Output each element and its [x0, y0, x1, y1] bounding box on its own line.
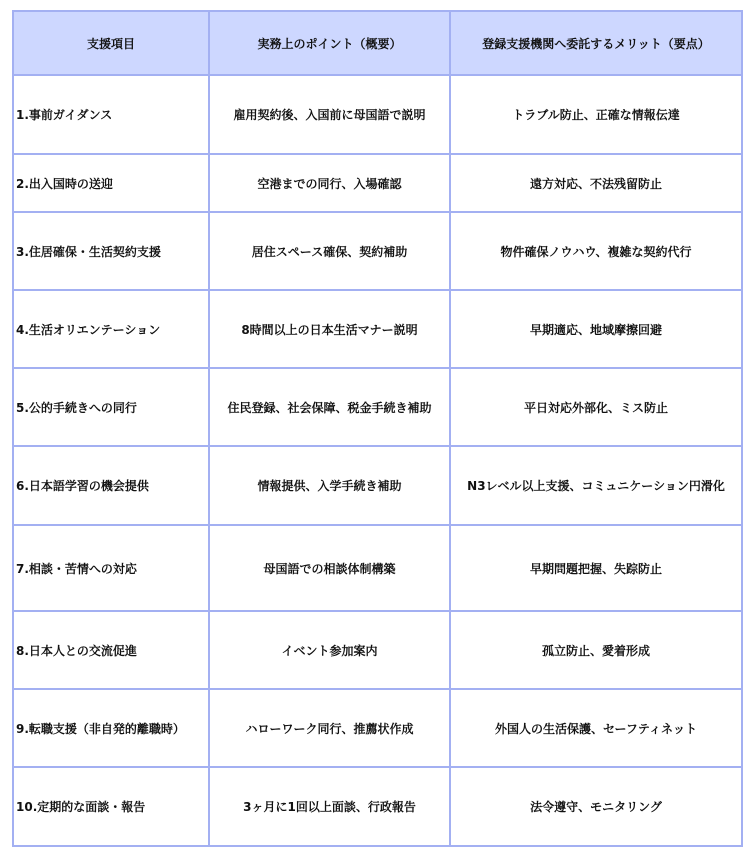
- table-header-row: [13, 11, 742, 75]
- merit-cell: 早期適応、地域摩擦回避: [450, 290, 742, 368]
- merit-cell: 遠方対応、不法残留防止: [450, 154, 742, 212]
- practical-point-cell: イベント参加案内: [209, 611, 450, 689]
- support-item-cell: 1.事前ガイダンス: [13, 75, 209, 154]
- support-item-cell: 9.転職支援（非自発的離職時）: [13, 689, 209, 767]
- practical-point-cell: 3ヶ月に1回以上面談、行政報告: [209, 767, 450, 846]
- table-row: [13, 154, 742, 212]
- practical-point-cell: ハローワーク同行、推薦状作成: [209, 689, 450, 767]
- support-item-cell: 3.住居確保・生活契約支援: [13, 212, 209, 290]
- practical-point-cell: 情報提供、入学手続き補助: [209, 446, 450, 525]
- support-item-cell: 6.日本語学習の機会提供: [13, 446, 209, 525]
- merit-cell: 平日対応外部化、ミス防止: [450, 368, 742, 446]
- support-item-cell: 7.相談・苦情への対応: [13, 525, 209, 611]
- table-row: [13, 212, 742, 290]
- header-practical-points: 実務上のポイント（概要）: [209, 11, 450, 75]
- merit-cell: トラブル防止、正確な情報伝達: [450, 75, 742, 154]
- support-item-cell: 2.出入国時の送迎: [13, 154, 209, 212]
- merit-cell: N3レベル以上支援、コミュニケーション円滑化: [450, 446, 742, 525]
- practical-point-cell: 空港までの同行、入場確認: [209, 154, 450, 212]
- merit-cell: 法令遵守、モニタリング: [450, 767, 742, 846]
- support-item-cell: 10.定期的な面談・報告: [13, 767, 209, 846]
- header-outsourcing-merits: 登録支援機関へ委託するメリット（要点）: [450, 11, 742, 75]
- merit-cell: 孤立防止、愛着形成: [450, 611, 742, 689]
- table-row: [13, 75, 742, 154]
- table-row: [13, 446, 742, 525]
- practical-point-cell: 住民登録、社会保障、税金手続き補助: [209, 368, 450, 446]
- table-row: [13, 689, 742, 767]
- table-row: [13, 611, 742, 689]
- table-row: [13, 368, 742, 446]
- practical-point-cell: 母国語での相談体制構築: [209, 525, 450, 611]
- support-item-cell: 8.日本人との交流促進: [13, 611, 209, 689]
- merit-cell: 外国人の生活保護、セーフティネット: [450, 689, 742, 767]
- support-item-cell: 5.公的手続きへの同行: [13, 368, 209, 446]
- practical-point-cell: 居住スペース確保、契約補助: [209, 212, 450, 290]
- header-support-item: 支援項目: [13, 11, 209, 75]
- support-item-cell: 4.生活オリエンテーション: [13, 290, 209, 368]
- practical-point-cell: 8時間以上の日本生活マナー説明: [209, 290, 450, 368]
- table-row: [13, 290, 742, 368]
- table-row: [13, 767, 742, 846]
- support-items-table: [12, 10, 743, 847]
- merit-cell: 早期問題把握、失踪防止: [450, 525, 742, 611]
- practical-point-cell: 雇用契約後、入国前に母国語で説明: [209, 75, 450, 154]
- merit-cell: 物件確保ノウハウ、複雑な契約代行: [450, 212, 742, 290]
- table-row: [13, 525, 742, 611]
